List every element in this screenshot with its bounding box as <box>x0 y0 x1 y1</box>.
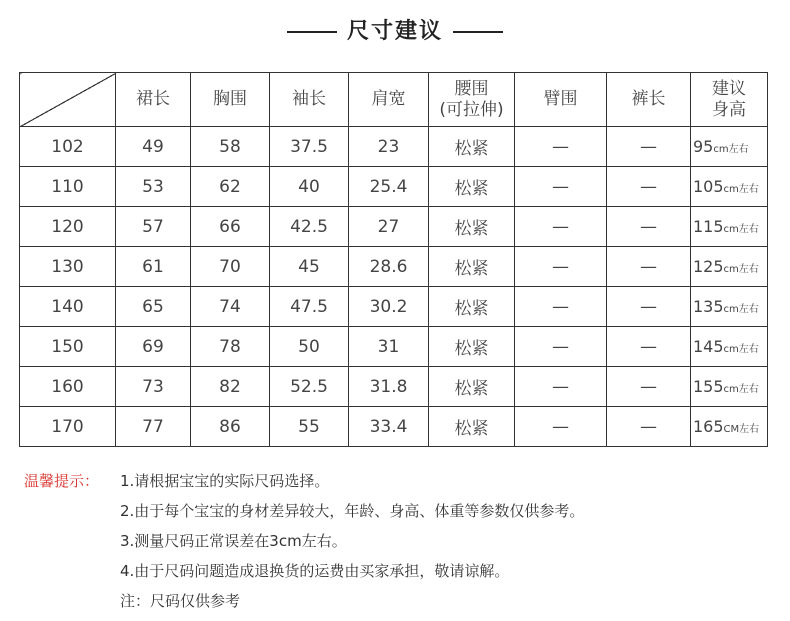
cell-chest: 78 <box>191 327 270 367</box>
cell-pants: — <box>607 407 691 447</box>
note-row <box>24 468 584 498</box>
cell-waist: 松紧 <box>429 327 515 367</box>
cell-height <box>691 207 768 247</box>
cell-chest: 62 <box>191 167 270 207</box>
cell-chest: 82 <box>191 367 270 407</box>
cell-skirt: 61 <box>116 247 191 287</box>
cell-chest: 66 <box>191 207 270 247</box>
cell-arm: — <box>515 247 607 287</box>
header-cell: 腰围 (可拉伸) <box>429 73 515 127</box>
cell-sleeve: 50 <box>270 327 349 367</box>
height-unit: cm左右 <box>713 143 749 155</box>
cell-height <box>691 287 768 327</box>
cell-height <box>691 367 768 407</box>
header-cell: 肩宽 <box>349 73 429 127</box>
table-row <box>20 207 768 247</box>
table-row <box>20 247 768 287</box>
cell-arm: — <box>515 127 607 167</box>
cell-chest: 74 <box>191 287 270 327</box>
note-item: 注：尺码仅供参考 <box>120 592 241 610</box>
cell-sleeve: 55 <box>270 407 349 447</box>
note-row <box>24 498 584 528</box>
height-value: 145 <box>693 336 724 356</box>
cell-sleeve: 45 <box>270 247 349 287</box>
header-corner-cell <box>20 73 116 127</box>
cell-arm: — <box>515 367 607 407</box>
page-title-text: 尺寸建议 <box>346 19 443 44</box>
cell-skirt: 53 <box>116 167 191 207</box>
cell-arm: — <box>515 167 607 207</box>
cell-skirt: 73 <box>116 367 191 407</box>
cell-shoulder: 31.8 <box>349 367 429 407</box>
cell-chest: 86 <box>191 407 270 447</box>
table-row <box>20 407 768 447</box>
cell-size: 102 <box>20 127 116 167</box>
height-unit: cm左右 <box>723 303 759 315</box>
notes-label: 温馨提示： <box>24 472 100 490</box>
cell-sleeve: 37.5 <box>270 127 349 167</box>
header-cell: 建议 身高 <box>691 73 768 127</box>
height-value: 155 <box>693 376 724 396</box>
table-row <box>20 287 768 327</box>
height-unit: cm左右 <box>723 263 759 275</box>
cell-shoulder: 30.2 <box>349 287 429 327</box>
height-unit: CM左右 <box>723 423 760 435</box>
cell-arm: — <box>515 207 607 247</box>
cell-sleeve: 42.5 <box>270 207 349 247</box>
cell-skirt: 69 <box>116 327 191 367</box>
cell-waist: 松紧 <box>429 287 515 327</box>
header-cell: 裤长 <box>607 73 691 127</box>
height-unit: cm左右 <box>723 343 759 355</box>
note-item: 4.由于尺码问题造成退换货的运费由买家承担，敬请谅解。 <box>120 562 510 580</box>
cell-pants: — <box>607 127 691 167</box>
cell-waist: 松紧 <box>429 407 515 447</box>
header-cell: 袖长 <box>270 73 349 127</box>
cell-skirt: 49 <box>116 127 191 167</box>
cell-arm: — <box>515 407 607 447</box>
cell-waist: 松紧 <box>429 127 515 167</box>
note-item: 3.测量尺码正常误差在3cm左右。 <box>120 532 347 550</box>
size-table <box>19 72 768 447</box>
cell-height <box>691 167 768 207</box>
title-right-rule <box>453 31 503 33</box>
header-cell: 裙长 <box>116 73 191 127</box>
note-row <box>24 588 584 618</box>
cell-height <box>691 407 768 447</box>
cell-pants: — <box>607 207 691 247</box>
cell-waist: 松紧 <box>429 167 515 207</box>
height-value: 135 <box>693 296 724 316</box>
cell-height <box>691 127 768 167</box>
header-cell: 臂围 <box>515 73 607 127</box>
table-row <box>20 327 768 367</box>
cell-size: 130 <box>20 247 116 287</box>
cell-pants: — <box>607 367 691 407</box>
cell-shoulder: 25.4 <box>349 167 429 207</box>
page-title <box>0 14 790 45</box>
cell-shoulder: 33.4 <box>349 407 429 447</box>
height-value: 105 <box>693 176 724 196</box>
cell-skirt: 65 <box>116 287 191 327</box>
cell-chest: 70 <box>191 247 270 287</box>
cell-skirt: 57 <box>116 207 191 247</box>
cell-chest: 58 <box>191 127 270 167</box>
cell-size: 120 <box>20 207 116 247</box>
cell-waist: 松紧 <box>429 207 515 247</box>
cell-skirt: 77 <box>116 407 191 447</box>
cell-pants: — <box>607 327 691 367</box>
cell-pants: — <box>607 167 691 207</box>
note-item: 1.请根据宝宝的实际尺码选择。 <box>120 472 330 490</box>
cell-shoulder: 27 <box>349 207 429 247</box>
cell-arm: — <box>515 287 607 327</box>
cell-height <box>691 327 768 367</box>
table-row <box>20 367 768 407</box>
note-item: 2.由于每个宝宝的身材差异较大，年龄、身高、体重等参数仅供参考。 <box>120 502 585 520</box>
cell-size: 170 <box>20 407 116 447</box>
cell-size: 110 <box>20 167 116 207</box>
cell-height <box>691 247 768 287</box>
cell-size: 150 <box>20 327 116 367</box>
notes-block <box>24 468 584 618</box>
note-row <box>24 558 584 588</box>
height-unit: cm左右 <box>723 383 759 395</box>
table-header-row <box>20 73 768 127</box>
cell-shoulder: 28.6 <box>349 247 429 287</box>
cell-pants: — <box>607 287 691 327</box>
cell-shoulder: 23 <box>349 127 429 167</box>
height-value: 95 <box>693 136 714 156</box>
cell-shoulder: 31 <box>349 327 429 367</box>
cell-waist: 松紧 <box>429 367 515 407</box>
table-row <box>20 167 768 207</box>
cell-arm: — <box>515 327 607 367</box>
height-unit: cm左右 <box>723 223 759 235</box>
cell-pants: — <box>607 247 691 287</box>
header-cell: 胸围 <box>191 73 270 127</box>
cell-sleeve: 40 <box>270 167 349 207</box>
table-row <box>20 127 768 167</box>
height-unit: cm左右 <box>723 183 759 195</box>
title-left-rule <box>287 31 337 33</box>
height-value: 115 <box>693 216 724 236</box>
height-value: 125 <box>693 256 724 276</box>
note-row <box>24 528 584 558</box>
height-value: 165 <box>693 416 724 436</box>
cell-size: 140 <box>20 287 116 327</box>
cell-sleeve: 52.5 <box>270 367 349 407</box>
cell-sleeve: 47.5 <box>270 287 349 327</box>
cell-waist: 松紧 <box>429 247 515 287</box>
cell-size: 160 <box>20 367 116 407</box>
